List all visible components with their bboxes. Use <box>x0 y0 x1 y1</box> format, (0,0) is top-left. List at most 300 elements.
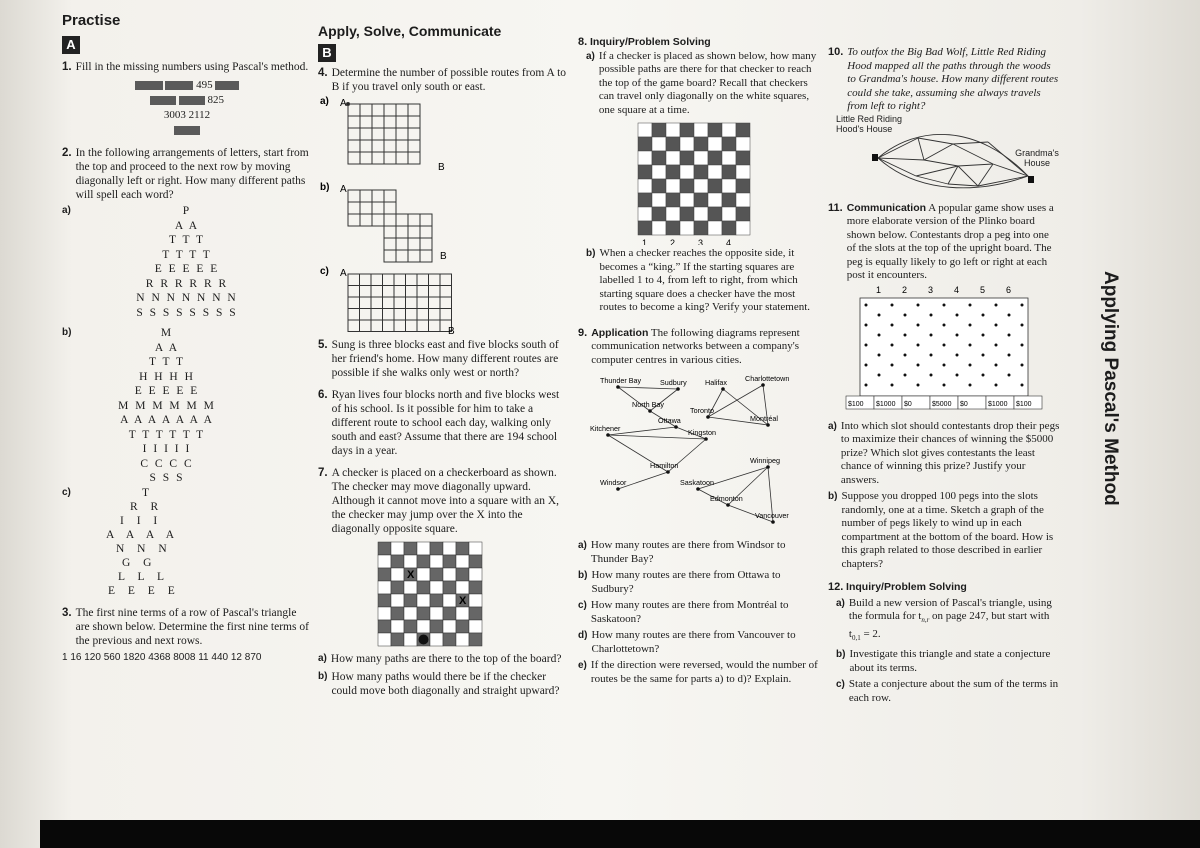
dark-square <box>694 165 708 179</box>
grid-cell <box>384 140 396 152</box>
dark-square <box>652 179 666 193</box>
dark-square <box>680 207 694 221</box>
section-heading-practise: Practise <box>62 12 121 29</box>
letter-row: G G <box>122 556 157 569</box>
light-square <box>469 542 482 555</box>
pascal-value: 825 <box>207 94 224 106</box>
grid-cell <box>394 286 406 298</box>
light-square <box>666 123 680 137</box>
light-square <box>430 555 443 568</box>
plinko-peg <box>865 343 868 346</box>
grid-cell <box>408 250 420 262</box>
grid-cell <box>383 320 395 332</box>
plinko-peg <box>995 343 998 346</box>
prize-label: $100 <box>1016 400 1032 408</box>
level-badge-a: A <box>62 36 80 54</box>
city-node <box>676 387 680 391</box>
letter-row: R R <box>130 500 164 513</box>
slot-number: 6 <box>1006 284 1012 295</box>
network-link <box>618 387 678 389</box>
grid-cell <box>408 214 420 226</box>
light-square <box>708 137 722 151</box>
column-apply-solve <box>318 24 570 698</box>
grid-cell <box>371 286 383 298</box>
light-square <box>443 594 456 607</box>
letter-row: A A <box>154 341 180 354</box>
light-square <box>469 620 482 633</box>
dark-square <box>417 555 430 568</box>
part-label: a) <box>586 50 595 62</box>
grid-cell <box>417 309 429 321</box>
part-label: a) <box>62 205 71 216</box>
grid-cell <box>371 320 383 332</box>
plinko-peg <box>917 383 920 386</box>
prize-label: $5000 <box>932 400 952 408</box>
grid-cell <box>348 104 360 116</box>
light-square <box>652 193 666 207</box>
letter-row: S S S S S S S S <box>136 306 238 319</box>
dark-square <box>722 221 736 235</box>
grid-cell <box>406 274 418 286</box>
city-node <box>674 425 678 429</box>
part-label: a) <box>320 96 329 107</box>
grid-cell <box>348 128 360 140</box>
light-square <box>391 594 404 607</box>
grid-cell <box>394 320 406 332</box>
letter-triangle-pattern <box>62 204 312 320</box>
street-grid-b <box>348 190 432 262</box>
grid-cell <box>429 274 441 286</box>
end-house-marker <box>1028 176 1034 183</box>
street-grid-c <box>348 274 452 332</box>
city-node <box>616 487 620 491</box>
letter-row: M M M M M M <box>118 399 216 412</box>
plinko-peg <box>982 333 985 336</box>
column-questions-10-12 <box>828 46 1060 705</box>
question-number: 5. <box>318 339 328 351</box>
plinko-peg <box>891 323 894 326</box>
dark-square <box>443 633 456 646</box>
grid-cell <box>348 214 360 226</box>
dark-square <box>638 221 652 235</box>
question-text: To outfox the Big Bad Wolf, Little Red Riding Hood mapped all the paths through the woods to Grandma's house. How many different routes could she take, assuming she always travels from left to right? <box>847 46 1059 112</box>
grid-cell <box>384 116 396 128</box>
plinko-peg <box>969 383 972 386</box>
grid-cell <box>348 286 360 298</box>
letter-row: A A A A <box>106 528 180 541</box>
letter-row: M <box>160 327 174 339</box>
dark-square <box>417 607 430 620</box>
section-heading-apply: Apply, Solve, Communicate <box>318 23 502 39</box>
part-label: b) <box>62 327 72 338</box>
plinko-peg <box>969 343 972 346</box>
question-tag: Inquiry/Problem Solving <box>589 36 711 48</box>
woods-path <box>916 166 958 176</box>
plinko-peg <box>995 383 998 386</box>
checkerboard-8x8 <box>578 117 818 245</box>
dark-square <box>680 151 694 165</box>
grid-cell <box>396 140 408 152</box>
letter-row: I I I I I <box>142 443 192 455</box>
letter-row: T T T <box>169 234 205 246</box>
dark-square <box>391 633 404 646</box>
light-square <box>638 151 652 165</box>
part-e <box>578 659 818 686</box>
city-label: Charlottetown <box>745 374 790 383</box>
dark-square <box>456 542 469 555</box>
question-text: The following diagrams represent communication networks between a company's computer centres in various cities. <box>591 326 800 366</box>
light-square <box>456 555 469 568</box>
plinko-peg <box>891 383 894 386</box>
street-grid-a <box>347 103 421 165</box>
woods-path <box>948 184 978 186</box>
slot-number: 2 <box>902 284 908 295</box>
city-label: Thunder Bay <box>600 376 642 385</box>
part-b <box>578 569 818 596</box>
grid-cell <box>396 152 408 164</box>
part-a <box>578 50 818 118</box>
plinko-peg <box>878 333 881 336</box>
plinko-board <box>828 283 1060 418</box>
letter-row: N N N <box>116 542 172 555</box>
woods-path <box>878 158 916 176</box>
grid-cell <box>372 116 384 128</box>
part-text: When a checker reaches the opposite side, it becomes a “king.” If the starting squares are labelled 1 to 4, from left to right, from which starting square does a checker have the most routes to become a king? Verify your statement. <box>599 247 811 313</box>
grid-cell <box>406 286 418 298</box>
grid-cell <box>360 104 372 116</box>
city-label: Toronto <box>690 406 714 415</box>
dark-square <box>652 151 666 165</box>
part-label: c) <box>836 679 845 691</box>
light-square <box>469 568 482 581</box>
point-b-label: B <box>448 326 455 334</box>
woods-path <box>916 176 948 184</box>
grid-cell <box>394 309 406 321</box>
plinko-peg <box>904 353 907 356</box>
grid-cell <box>417 320 429 332</box>
dark-square <box>378 542 391 555</box>
letter-row: E E E E E <box>154 263 220 275</box>
light-square <box>708 221 722 235</box>
part-text-3: = 2. <box>863 627 881 640</box>
question-number: 9. <box>578 326 588 339</box>
grid-cell <box>384 190 396 202</box>
grid-start-dot <box>347 103 350 106</box>
plinko-peg <box>917 343 920 346</box>
plinko-peg <box>1008 353 1011 356</box>
grid-cell <box>360 214 372 226</box>
city-label: Windsor <box>600 478 627 487</box>
grid-cell <box>417 286 429 298</box>
plinko-peg <box>865 323 868 326</box>
grid-cell <box>408 140 420 152</box>
light-square <box>417 594 430 607</box>
city-node <box>721 387 725 391</box>
light-square <box>638 179 652 193</box>
prize-label: $0 <box>960 400 968 408</box>
plinko-peg <box>1021 383 1024 386</box>
part-text: How many routes are there from Vancouver to Charlottetown? <box>591 629 796 655</box>
plinko-peg <box>943 343 946 346</box>
part-text: If the direction were reversed, would the number of routes be the same for parts a) to d)? Explain. <box>590 659 818 685</box>
grid-cell <box>384 250 396 262</box>
letter-row: L L L <box>118 570 169 583</box>
grid-cell <box>348 202 360 214</box>
part-text: How many routes are there from Ottawa to Sudbury? <box>591 569 781 595</box>
part-text-2: on page 247, but start with t <box>848 610 1050 640</box>
part-label: a) <box>318 653 327 664</box>
grid-cell <box>371 309 383 321</box>
light-square <box>736 221 750 235</box>
grid-cell <box>417 274 429 286</box>
part-text: Into which slot should contestants drop their pegs to maximize their chances of winning the $5000 prize? Which slot gives contestants the least chance of winning this prize? Justify your answers. <box>840 419 1060 486</box>
dark-square <box>456 620 469 633</box>
light-square <box>652 221 666 235</box>
plinko-peg <box>956 333 959 336</box>
letter-row: T T T T <box>162 248 212 261</box>
dark-square <box>722 165 736 179</box>
plinko-peg <box>891 343 894 346</box>
part-label: c) <box>578 600 587 611</box>
part-text: How many routes are there from Windsor to Thunder Bay? <box>590 539 786 565</box>
plinko-peg <box>1008 373 1011 376</box>
grid-cell <box>383 274 395 286</box>
light-square <box>708 165 722 179</box>
dark-square <box>708 207 722 221</box>
question-number: 12. <box>828 581 844 593</box>
letter-row: A A A A A A A <box>120 414 214 426</box>
dark-square <box>378 568 391 581</box>
dark-square <box>430 568 443 581</box>
dark-square <box>652 123 666 137</box>
question-number: 11. <box>828 201 843 214</box>
plinko-peg <box>1021 303 1024 306</box>
light-square <box>722 123 736 137</box>
grid-cell <box>372 140 384 152</box>
grid-diagrams <box>318 94 478 334</box>
city-label: Saskatoon <box>680 478 714 487</box>
question-text: Ryan lives four blocks north and five blocks west of his school. Is it possible for him to take a different route to school each day, walking only south and east? Assume that there are 194 school days in a year. <box>331 389 560 457</box>
letter-row: T T T T T T <box>128 428 206 441</box>
plinko-peg <box>969 323 972 326</box>
part-b <box>828 490 1060 571</box>
light-square <box>666 207 680 221</box>
checkerboard-with-x <box>318 540 568 650</box>
part-b <box>828 648 1060 675</box>
plinko-peg <box>1021 323 1024 326</box>
grid-cell <box>396 226 408 238</box>
grid-cell <box>372 128 384 140</box>
letter-row: N N N N N N N <box>136 292 238 304</box>
dark-square <box>469 633 482 646</box>
grid-cell <box>440 297 452 309</box>
prize-label: $0 <box>904 400 912 408</box>
grid-cell <box>384 152 396 164</box>
grid-cell <box>429 309 441 321</box>
slot-number: 5 <box>980 284 986 295</box>
dark-square <box>666 221 680 235</box>
letter-row: S S S <box>149 472 185 484</box>
city-label: Hamilton <box>650 461 679 470</box>
grid-cell <box>396 250 408 262</box>
question-number: 4. <box>318 67 328 79</box>
grid-cell <box>348 140 360 152</box>
plinko-peg <box>943 323 946 326</box>
letter-row: I I I <box>120 514 163 527</box>
part-label: a) <box>828 420 837 432</box>
woods-path <box>978 176 1028 186</box>
grid-cell <box>406 320 418 332</box>
start-house-label: Little Red Riding Hood's House <box>836 113 903 134</box>
pascal-value: 3003 <box>163 109 186 121</box>
dark-square <box>638 137 652 151</box>
part-b <box>578 247 818 315</box>
slot-number: 3 <box>928 284 934 295</box>
city-node <box>616 385 620 389</box>
question-text: A popular game show uses a more elaborate version of the Plinko board shown below. Contestants drop a peg into one of the slots at the top of the upright board. The peg is equally likely to go left or right at each post it encounters. <box>846 201 1054 281</box>
plinko-peg <box>995 323 998 326</box>
woods-path <box>953 144 993 164</box>
part-label: a) <box>578 540 587 551</box>
light-square <box>443 620 456 633</box>
woods-path <box>948 166 958 184</box>
column-questions-8-9 <box>578 36 818 686</box>
dark-square <box>443 581 456 594</box>
grid-cell <box>372 214 384 226</box>
plinko-peg <box>982 353 985 356</box>
dark-square <box>404 620 417 633</box>
part-label: d) <box>578 630 588 641</box>
woods-path <box>958 166 978 186</box>
question-number: 2. <box>62 147 72 159</box>
dark-square <box>404 594 417 607</box>
pascal-value: 495 <box>196 79 213 91</box>
question-2 <box>62 146 312 598</box>
woods-path <box>924 144 953 160</box>
plinko-peg <box>930 373 933 376</box>
dark-square <box>430 542 443 555</box>
light-square <box>652 165 666 179</box>
plinko-peg <box>904 333 907 336</box>
grid-cell <box>348 320 360 332</box>
light-square <box>456 633 469 646</box>
part-b <box>318 670 570 698</box>
question-8 <box>578 36 818 315</box>
dark-square <box>638 193 652 207</box>
grid-cell <box>383 297 395 309</box>
light-square <box>666 179 680 193</box>
letter-diamond-mathematics <box>62 326 312 486</box>
light-square <box>469 594 482 607</box>
grid-cell <box>383 309 395 321</box>
light-square <box>443 542 456 555</box>
point-b-label: B <box>440 251 447 262</box>
woods-path-diagram <box>828 114 1060 194</box>
city-node <box>766 423 770 427</box>
dark-square <box>652 207 666 221</box>
end-house-label: Grandma's House <box>1015 147 1059 168</box>
question-6 <box>318 388 570 458</box>
grid-cell <box>360 286 372 298</box>
light-square <box>694 151 708 165</box>
light-square <box>680 193 694 207</box>
prize-label: $1000 <box>876 400 896 408</box>
light-square <box>694 179 708 193</box>
grid-cell <box>408 238 420 250</box>
question-number: 3. <box>62 606 72 619</box>
light-square <box>404 555 417 568</box>
part-label: b) <box>318 671 328 682</box>
dark-square <box>443 607 456 620</box>
part-text: Investigate this triangle and state a conjecture about its terms. <box>849 648 1051 674</box>
plinko-peg <box>982 373 985 376</box>
dark-square <box>680 123 694 137</box>
grid-cell <box>396 128 408 140</box>
dark-square <box>708 123 722 137</box>
plinko-peg <box>891 303 894 306</box>
part-c <box>578 599 818 626</box>
level-badge-b: B <box>318 44 336 62</box>
light-square <box>666 151 680 165</box>
light-square <box>680 221 694 235</box>
part-label: c) <box>62 486 71 498</box>
question-5 <box>318 338 570 380</box>
slot-number: 4 <box>954 284 960 295</box>
plinko-peg <box>878 353 881 356</box>
dark-square <box>708 151 722 165</box>
part-label: b) <box>320 182 330 193</box>
city-label: Kitchener <box>590 424 621 433</box>
letter-row: T T T <box>149 356 185 368</box>
city-node <box>696 487 700 491</box>
dark-square <box>469 607 482 620</box>
grid-cell <box>384 202 396 214</box>
light-square <box>694 207 708 221</box>
grid-cell <box>384 214 396 226</box>
light-square <box>456 581 469 594</box>
light-square <box>736 165 750 179</box>
question-text: The first nine terms of a row of Pascal's triangle are shown below. Determine the first nine terms of the previous and next rows. <box>75 606 309 647</box>
question-7 <box>318 466 570 698</box>
grid-cell <box>348 297 360 309</box>
woods-path <box>878 158 924 160</box>
question-text: Sung is three blocks east and five blocks south of her friend's home. How many different routes are possible if she walks only west or north? <box>331 339 559 379</box>
part-text: Build a new version of Pascal's triangle, using the formula for $t_{n,r}$ on page 247, but start with $t_{0,1} = 2$. <box>848 596 1052 642</box>
dark-square <box>708 179 722 193</box>
grid-cell <box>348 116 360 128</box>
grid-cell <box>440 274 452 286</box>
grid-cell <box>406 309 418 321</box>
dark-square <box>391 607 404 620</box>
light-square <box>378 581 391 594</box>
dark-square <box>736 179 750 193</box>
grid-cell <box>429 320 441 332</box>
part-label: e) <box>578 660 587 671</box>
dark-square <box>391 555 404 568</box>
letter-row: E E E E <box>108 584 180 597</box>
grid-cell <box>360 309 372 321</box>
plinko-peg <box>930 333 933 336</box>
question-text: In the following arrangements of letters, start from the top and proceed to the next row by moving diagonally left or right. How many different paths will spell each word? <box>75 147 309 201</box>
city-node <box>766 465 770 469</box>
city-label: Sudbury <box>660 378 687 387</box>
grid-cell <box>408 128 420 140</box>
light-square <box>456 607 469 620</box>
plinko-peg <box>917 303 920 306</box>
question-4 <box>318 66 570 334</box>
part-label: b) <box>828 491 838 502</box>
light-square <box>378 633 391 646</box>
